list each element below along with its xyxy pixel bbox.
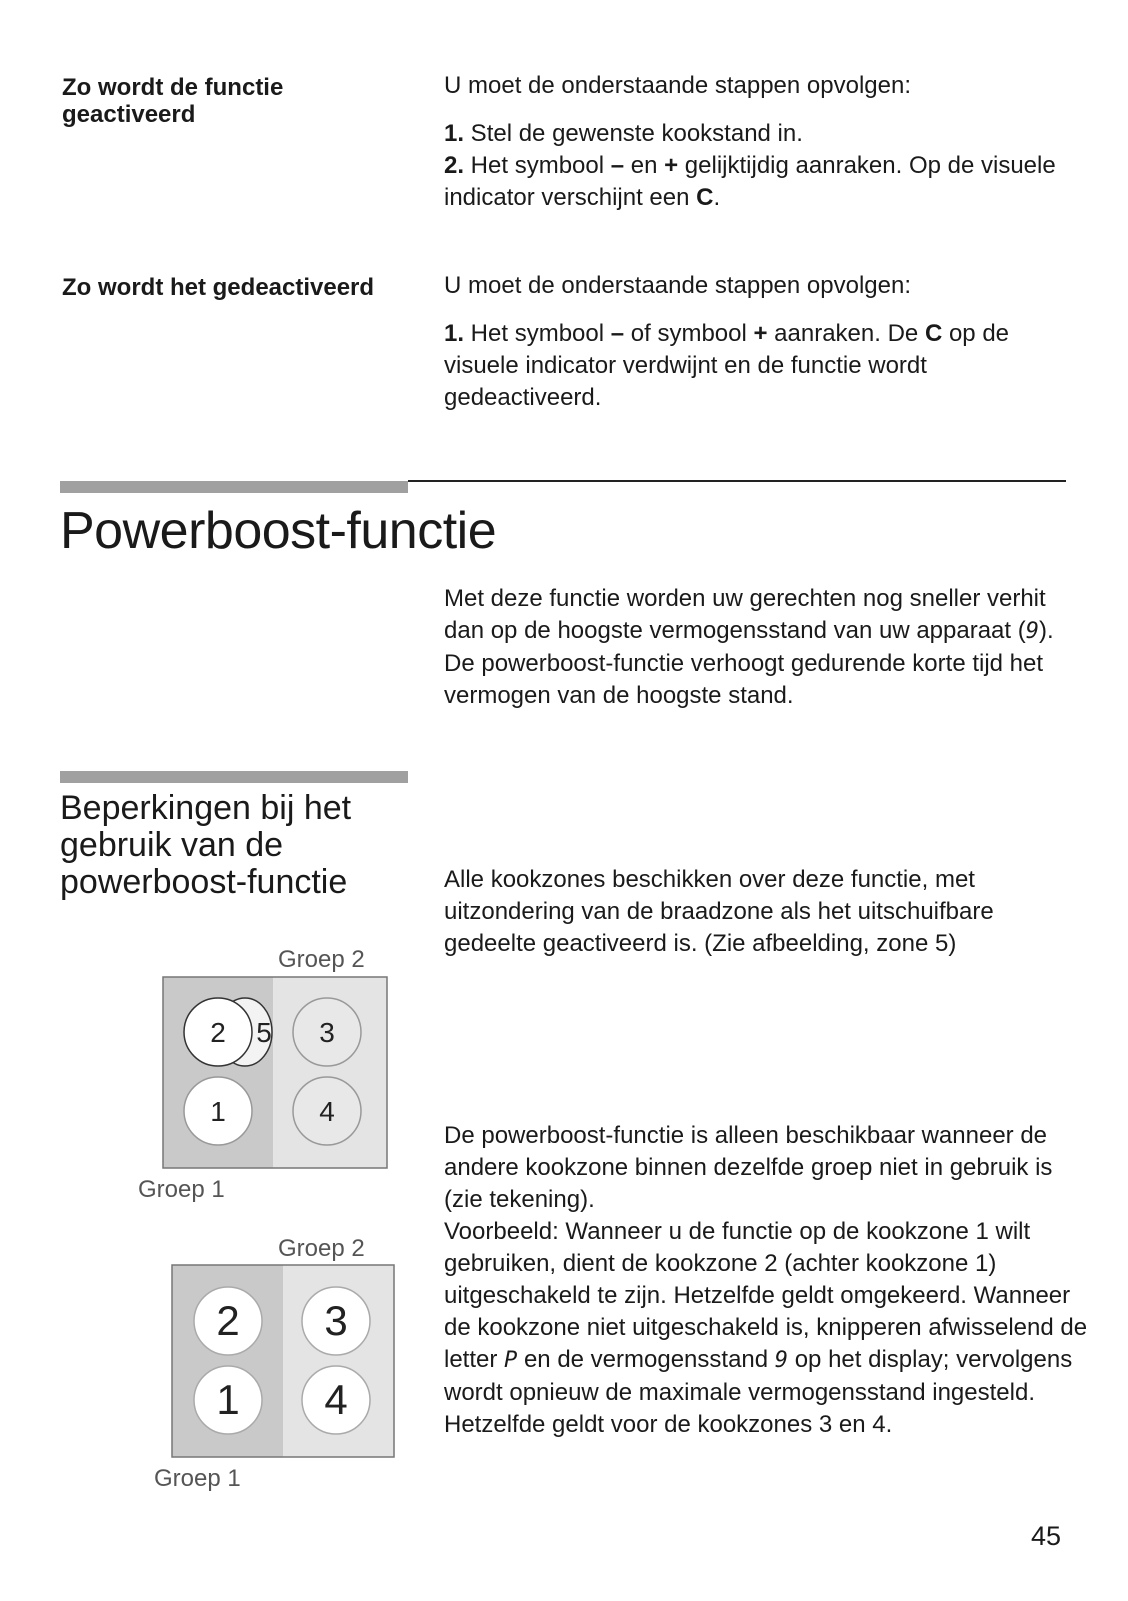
powerboost-title: Powerboost-functie: [60, 502, 497, 560]
section-bar: [60, 481, 408, 493]
activate-step-2: 2. Het symbool – en + gelijktijdig aanraken. Op de visuele indicator verschijnt een C.: [444, 152, 1056, 211]
activate-intro: U moet de onderstaande stappen opvolgen:: [444, 72, 912, 99]
section-rule: [408, 480, 1066, 482]
zone-label-4: 4: [324, 1376, 348, 1423]
powerboost-p1: Met deze functie worden uw gerechten nog sneller verhit dan op de hoogste vermogensstand van uw apparaat (9).: [444, 585, 1054, 644]
activate-label: Zo wordt de functie geactiveerd: [62, 74, 284, 128]
diagram2-group-bottom: Groep 1: [154, 1465, 241, 1492]
diagram1-group-top: Groep 2: [278, 946, 365, 973]
page-number: 45: [1031, 1521, 1062, 1551]
deactivate-intro: U moet de onderstaande stappen opvolgen:: [444, 272, 912, 299]
cooktop-diagram-2: [170, 1263, 396, 1459]
zone-label-2: 2: [216, 1297, 240, 1344]
limits-title: Beperkingen bij het gebruik van de powerboost-functie: [60, 789, 352, 901]
powerboost-p2: De powerboost-functie verhoogt gedurende korte tijd het vermogen van de hoogste stand.: [444, 650, 1044, 709]
diagram1-group-bottom: Groep 1: [138, 1176, 225, 1203]
limits-body: [444, 1120, 1094, 1441]
cooktop-diagram-1: [160, 974, 390, 1170]
limits-p1: Alle kookzones beschikken over deze functie, met uitzondering van de braadzone als het uitschuifbare gedeelte geactiveerd is. (Zie afbeelding, zone 5): [444, 866, 994, 957]
zone-label-1: 1: [216, 1376, 240, 1423]
deactivate-label: Zo wordt het gedeactiveerd: [62, 274, 375, 301]
deactivate-step-1: 1. Het symbool – of symbool + aanraken. De C op de visuele indicator verdwijnt en de functie wordt gedeactiveerd.: [444, 320, 1010, 411]
zone-label-3: 3: [319, 1017, 335, 1048]
zone-label-5: 5: [256, 1017, 272, 1048]
subsection-bar: [60, 771, 408, 783]
deactivate-body: [444, 270, 1084, 414]
zone-label-3: 3: [324, 1297, 348, 1344]
zone-label-1: 1: [210, 1096, 226, 1127]
diagram2-group-top: Groep 2: [278, 1235, 365, 1262]
zone-label-4: 4: [319, 1096, 335, 1127]
activate-step-1: 1. Stel de gewenste kookstand in.: [444, 120, 803, 147]
zone-label-2: 2: [210, 1017, 226, 1048]
limits-p2: De powerboost-functie is alleen beschikbaar wanneer de andere kookzone binnen dezelfde groep niet in gebruik is (zie tekening).: [444, 1122, 1053, 1213]
limits-p3: Voorbeeld: Wanneer u de functie op de kookzone 1 wilt gebruiken, dient de kookzone 2 (achter kookzone 1) uitgeschakeld te zijn. Hetzelfde geldt omgekeerd. Wanneer de kookzone niet uitgeschakeld is, knipperen afwisselend de letter P en de vermogensstand 9 op het display; vervolgens wordt opnieuw de maximale vermogensstand ingesteld.: [444, 1218, 1088, 1406]
powerboost-body: [444, 583, 1084, 712]
activate-body: [444, 70, 1084, 214]
limits-p4: Hetzelfde geldt voor de kookzones 3 en 4.: [444, 1411, 893, 1438]
